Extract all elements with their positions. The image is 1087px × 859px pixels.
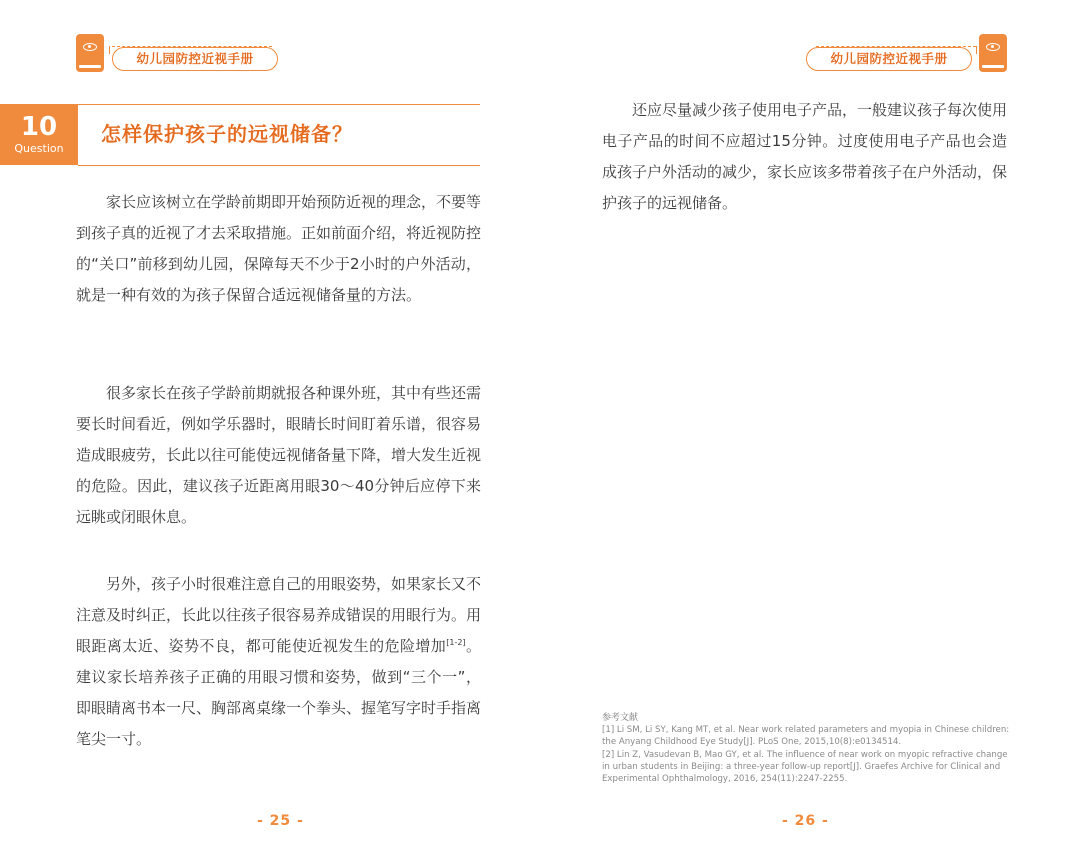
header-decoration <box>816 46 976 47</box>
body-paragraph: 家长应该树立在学龄前期即开始预防近视的理念，不要等到孩子真的近视了才去采取措施。正如前面介绍，将近视防控的“关口”前移到幼儿园，保障每天不少于2小时的户外活动，就是一种有效的为孩子保留合适远视储备量的方法。 <box>76 193 482 304</box>
header-decoration <box>109 46 110 54</box>
reference-item: [1] Li SM, Li SY, Kang MT, et al. Near work related parameters and myopia in Chinese children: the Anyang Childhood Eye Study[J]. PLoS One, 2015,10(8):e0134514. <box>602 725 1010 748</box>
body-paragraph: 很多家长在孩子学龄前期就报各种课外班，其中有些还需要长时间看近，例如学乐器时，眼睛长时间盯着乐谱，很容易造成眼疲劳，长此以往可能使远视储备量下降，增大发生近视的危险。因此，建议孩子近距离用眼30～40分钟后应停下来远眺或闭眼休息。 <box>76 384 482 526</box>
references <box>602 712 1012 785</box>
question-top-rule <box>78 104 480 105</box>
book-title: 幼儿园防控近视手册 <box>806 47 972 71</box>
citation-ref: [1-2] <box>446 638 466 647</box>
page-number-left: - 25 - <box>257 813 304 829</box>
question-label: Question <box>14 142 64 155</box>
header-decoration <box>976 46 977 54</box>
body-paragraph-with-citation <box>76 569 481 755</box>
right-header <box>806 34 1011 74</box>
question-number: 10 <box>20 112 58 142</box>
body-paragraph: 还应尽量减少孩子使用电子产品，一般建议孩子每次使用电子产品的时间不应超过15分钟。过度使用电子产品也会造成孩子户外活动的减少，家长应该多带着孩子在户外活动，保护孩子的远视储备。 <box>602 101 1008 212</box>
paragraph-text: 另外，孩子小时很难注意自己的用眼姿势，如果家长又不注意及时纠正，长此以往孩子很容易养成错误的用眼行为。用眼距离太近、姿势不良，都可能使近视发生的危险增加 <box>76 575 482 655</box>
question-bottom-rule <box>78 165 480 166</box>
question-title: 怎样保护孩子的远视储备？ <box>101 122 353 146</box>
paragraph-text: 。建议家长培养孩子正确的用眼习惯和姿势，做到“三个一”，即眼睛离书本一尺、胸部离桌缘一个拳头、握笔写字时手指离笔尖一寸。 <box>76 637 482 748</box>
left-page <box>0 0 543 859</box>
eye-book-icon <box>979 34 1007 72</box>
eye-book-icon <box>76 34 104 72</box>
references-title: 参考文献 <box>602 713 639 723</box>
page-number-right: - 26 - <box>782 813 829 829</box>
left-header <box>76 34 281 74</box>
question-badge <box>0 104 78 165</box>
reference-item: [2] Lin Z, Vasudevan B, Mao GY, et al. The influence of near work on myopic refractive change in urban students in Beijing: a three-year follow-up report[J]. Graefes Archive for Clinical and Experimental Ophthalmology, 2016, 254(11):2247-2255. <box>602 749 1008 785</box>
book-title: 幼儿园防控近视手册 <box>112 47 278 71</box>
